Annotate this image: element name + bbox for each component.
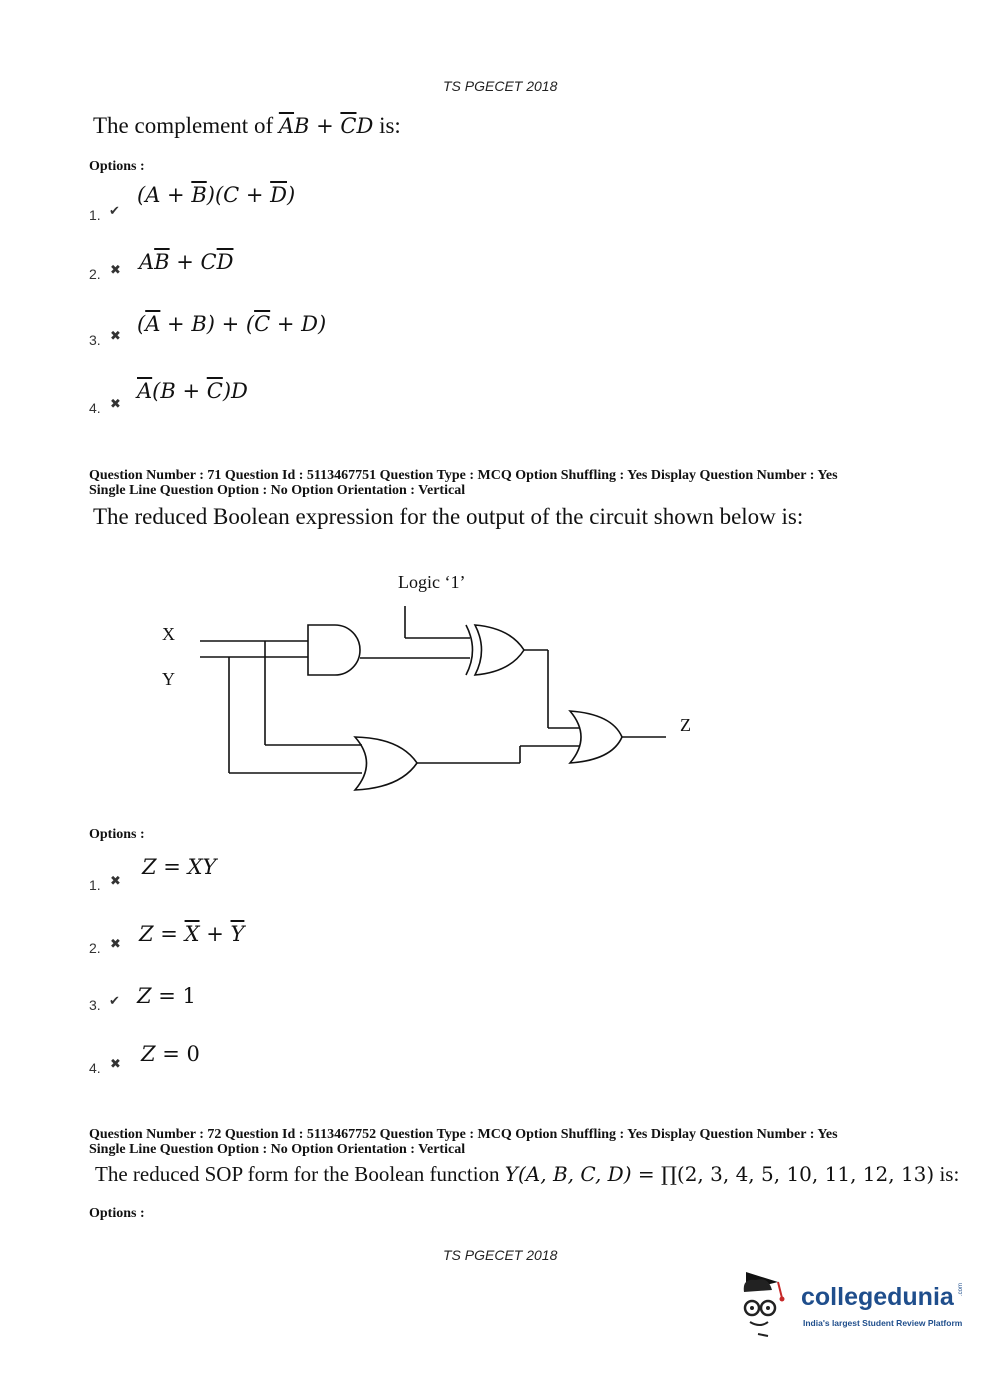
- q71-option-4-expression: Z = 0: [141, 1042, 200, 1066]
- q70-option-4-expression: $\overline{A}(B + \overline{C})D$: [137, 379, 248, 403]
- q70-option-2-number: 2.: [89, 266, 101, 282]
- q71-option-3-number: 3.: [89, 997, 101, 1013]
- cross-icon: ✖: [110, 1057, 121, 1072]
- circuit-input-y: Y: [162, 669, 175, 689]
- question-71-meta-line-2: Single Line Question Option : No Option Orientation : Vertical: [89, 483, 466, 498]
- question-72-options-label: Options :: [89, 1206, 145, 1221]
- question-72-meta-line-2: Single Line Question Option : No Option Orientation : Vertical: [89, 1142, 466, 1157]
- question-72-expression: Y(A, B, C, D) = ∏(2, 3, 4, 5, 10, 11, 12, 13): [504, 1162, 935, 1186]
- q71-option-4-number: 4.: [89, 1060, 101, 1076]
- question-70-text-prefix: The complement of: [93, 113, 279, 138]
- question-72-text-suffix: is:: [934, 1162, 960, 1186]
- xor-gate: [475, 625, 524, 675]
- q71-option-3-expression: Z = 1: [137, 984, 196, 1008]
- q70-option-3-number: 3.: [89, 332, 101, 348]
- page-footer: TS PGECET 2018: [443, 1247, 558, 1263]
- question-71-text: The reduced Boolean expression for the output of the circuit shown below is:: [93, 504, 804, 529]
- q70-option-3-expression: $(\overline{A} + B) + (\overline{C} + D)$: [137, 312, 327, 336]
- question-72-meta-line-1: Question Number : 72 Question Id : 5113467752 Question Type : MCQ Option Shuffling : Yes Display Question Number : Yes: [89, 1127, 838, 1142]
- check-icon: ✔: [109, 994, 120, 1009]
- q70-option-1-number: 1.: [89, 207, 101, 223]
- check-icon: ✔: [109, 204, 120, 219]
- or-gate-final: [570, 711, 622, 763]
- xor-gate-input-arc: [466, 625, 473, 675]
- question-70-options-label: Options :: [89, 159, 145, 174]
- q71-option-2-expression: $Z = \overline{X} + \overline{Y}$: [139, 922, 245, 946]
- cross-icon: ✖: [110, 329, 121, 344]
- circuit-output-z: Z: [680, 715, 691, 735]
- q70-option-2-expression: $A\overline{B} + C\overline{D}$: [139, 250, 234, 274]
- cross-icon: ✖: [110, 937, 121, 952]
- q70-option-4-number: 4.: [89, 400, 101, 416]
- q71-option-1-expression: Z = XY: [142, 855, 217, 879]
- collegedunia-logo-suffix: .com: [958, 1282, 964, 1296]
- circuit-logic-label: Logic ‘1’: [398, 572, 466, 592]
- q71-option-1-number: 1.: [89, 877, 101, 893]
- collegedunia-logo-name: collegedunia: [801, 1283, 954, 1311]
- question-71-options-label: Options :: [89, 827, 145, 842]
- and-gate: [308, 625, 360, 675]
- q70-option-1-expression: $(A + \overline{B})(C + \overline{D})$: [137, 183, 296, 207]
- page-header: TS PGECET 2018: [443, 78, 558, 94]
- cross-icon: ✖: [110, 397, 121, 412]
- cross-icon: ✖: [110, 874, 121, 889]
- question-72-text: [95, 1162, 959, 1187]
- q71-option-2-number: 2.: [89, 940, 101, 956]
- question-72-text-prefix: The reduced SOP form for the Boolean function: [95, 1162, 505, 1186]
- cross-icon: ✖: [110, 263, 121, 278]
- question-71-meta-line-1: Question Number : 71 Question Id : 5113467751 Question Type : MCQ Option Shuffling : Yes Display Question Number : Yes: [89, 468, 838, 483]
- question-70-text-suffix: is:: [373, 113, 401, 138]
- collegedunia-logo-tagline: India's largest Student Review Platform: [803, 1318, 963, 1328]
- question-70-expression: $\overline{A}B + \overline{C}D$: [278, 114, 374, 138]
- collegedunia-mascot-icon: [738, 1268, 802, 1340]
- circuit-input-x: X: [162, 624, 175, 644]
- or-gate-bottom: [355, 737, 417, 790]
